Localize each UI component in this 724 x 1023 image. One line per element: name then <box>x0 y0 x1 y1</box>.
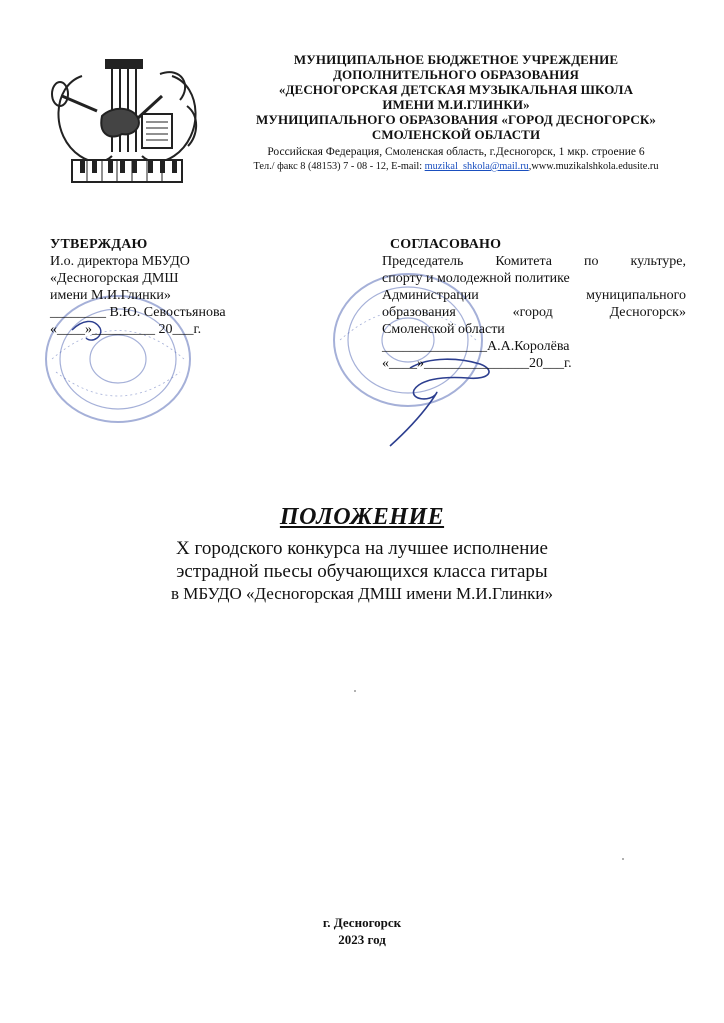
org-name-line: ИМЕНИ М.И.ГЛИНКИ» <box>382 97 530 112</box>
approval-block <box>50 236 290 338</box>
approval-signature-line: ________ В.Ю. Севостьянова <box>50 305 226 320</box>
agreement-line: спорту и молодежной политике <box>382 271 570 286</box>
agreement-date-line: «____»_______________20___г. <box>382 356 572 371</box>
school-emblem-logo <box>42 56 212 188</box>
agreement-block <box>382 236 686 372</box>
website-text: ,www.muzikalshkola.edusite.ru <box>528 161 659 172</box>
approval-line: имени М.И.Глинки» <box>50 288 171 303</box>
document-title: ПОЛОЖЕНИЕ <box>279 504 445 530</box>
document-title-block <box>0 504 724 604</box>
approval-line: «Десногорская ДМШ <box>50 271 179 286</box>
agreement-line: образования «город Десногорск» <box>382 305 686 320</box>
document-subtitle: эстрадной пьесы обучающихся класса гитары <box>176 561 548 582</box>
document-subtitle: в МБУДО «Десногорская ДМШ имени М.И.Глинки» <box>170 584 554 603</box>
agreement-heading: СОГЛАСОВАНО <box>390 237 502 252</box>
agreement-signature-line: _______________А.А.Королёва <box>382 339 570 354</box>
footer-year: 2023 год <box>338 932 386 947</box>
agreement-line: Администрации муниципального <box>382 288 686 303</box>
org-contacts <box>210 160 702 174</box>
approval-line: И.о. директора МБУДО <box>50 254 190 269</box>
document-footer <box>0 914 724 948</box>
org-name-line: СМОЛЕНСКОЙ ОБЛАСТИ <box>371 127 541 142</box>
document-subtitle: Х городского конкурса на лучшее исполнение <box>176 538 548 559</box>
scan-speck <box>354 690 356 692</box>
agreement-line: Председатель Комитета по культуре, <box>382 254 686 269</box>
email-link[interactable]: muzikal_shkola@mail.ru <box>424 161 529 172</box>
contacts-phone: Тел./ факс 8 (48153) 7 - 08 - 12, E-mail: <box>253 161 425 172</box>
footer-city: г. Десногорск <box>322 915 402 930</box>
org-name-line: ДОПОЛНИТЕЛЬНОГО ОБРАЗОВАНИЯ <box>332 67 580 82</box>
org-name-line: МУНИЦИПАЛЬНОЕ БЮДЖЕТНОЕ УЧРЕЖДЕНИЕ <box>293 52 619 67</box>
agreement-line: Смоленской области <box>382 322 505 337</box>
approval-date-line: «____»_________ 20___г. <box>50 322 202 337</box>
org-address: Российская Федерация, Смоленская область, г.Десногорск, 1 мкр. строение 6 <box>267 146 645 158</box>
approval-heading: УТВЕРЖДАЮ <box>50 237 148 252</box>
org-name-line: МУНИЦИПАЛЬНОГО ОБРАЗОВАНИЯ «ГОРОД ДЕСНОГОРСК» <box>256 112 656 127</box>
organization-header <box>210 52 702 174</box>
scan-speck <box>622 858 624 860</box>
org-name-line: «ДЕСНОГОРСКАЯ ДЕТСКАЯ МУЗЫКАЛЬНАЯ ШКОЛА <box>278 82 634 97</box>
